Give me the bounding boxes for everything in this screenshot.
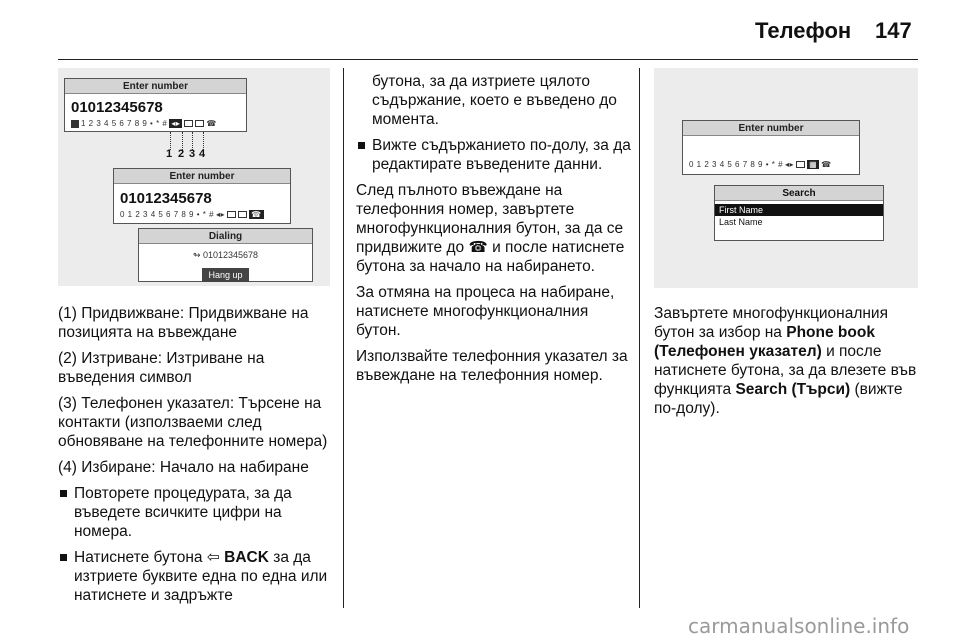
callout-2: 2 xyxy=(178,148,185,160)
screen-title: Enter number xyxy=(65,79,246,94)
bullet-edit: Вижте съдържанието по-долу, за да редактирате въведените данни. xyxy=(356,136,632,174)
delete-icon xyxy=(227,211,236,218)
dial-text-post: и после натиснете бутона за начало на набирането. xyxy=(356,239,625,275)
entered-number: 01012345678 xyxy=(120,190,212,207)
search-text-e: (вижте по-долу). xyxy=(654,381,903,417)
search-text-c: и после натиснете бутона, за да влезете във функцията xyxy=(654,343,917,398)
move-icon: ◂▸ xyxy=(785,160,795,169)
delete-icon xyxy=(796,161,805,168)
digits-label: 0 1 2 3 4 5 6 7 8 9 • * # xyxy=(689,160,784,169)
move-icon: ◂▸ xyxy=(216,210,226,219)
callout-1: 1 xyxy=(166,148,173,160)
column-1-text xyxy=(58,304,334,612)
phonebook-icon xyxy=(238,211,247,218)
digits-label: 1 2 3 4 5 6 7 8 9 • * # xyxy=(81,119,168,128)
search-option-first-name[interactable]: First Name xyxy=(715,204,883,216)
paragraph-phonebook: Използвайте телефонния указател за въвеждане на телефонния номер. xyxy=(356,348,628,384)
callout-4: 4 xyxy=(199,148,206,160)
page-header xyxy=(0,0,960,60)
callout-3: 3 xyxy=(189,148,196,160)
digit-row xyxy=(65,119,246,128)
dial-text-pre: След пълното въвеждане на телефонния номер, завъртете многофункционалния бутон, за да се придвижите до xyxy=(356,182,624,256)
phonebook-icon: ▦ xyxy=(809,160,818,169)
figure-search xyxy=(654,68,918,288)
move-icon: ◂▸ xyxy=(171,119,181,128)
dial-icon: ☎ xyxy=(821,160,832,169)
bullet-continued: бутона, за да изтриете цялото съдържание, което е въведено до момента. xyxy=(372,73,617,128)
dial-icon: ☎ xyxy=(206,119,217,128)
bullet-back xyxy=(58,548,334,605)
column-2-text xyxy=(356,72,632,392)
legend-2: (2) Изтриване: Изтриване на въведения символ xyxy=(58,350,265,386)
figure-enter-number xyxy=(58,68,330,286)
watermark: carmanualsonline.info xyxy=(688,614,910,638)
paragraph-search xyxy=(654,304,922,418)
column-divider-1 xyxy=(343,68,344,608)
paragraph-cancel: За отмяна на процеса на набиране, натиснете многофункционалния бутон. xyxy=(356,284,615,339)
screen-title: Enter number xyxy=(114,169,290,184)
screen-title: Enter number xyxy=(683,121,859,136)
column-3-text xyxy=(654,304,922,425)
legend-3: (3) Телефонен указател: Търсене на контакти (използваеми след обновяване на телефонните номера) xyxy=(58,395,328,450)
screen-dialing xyxy=(138,228,313,282)
legend-4: (4) Избиране: Начало на набиране xyxy=(58,459,309,476)
search-text-a: Завъртете многофункционалния бутон за избор на xyxy=(654,305,888,341)
screen-title: Dialing xyxy=(139,229,312,244)
search-option-last-name[interactable]: Last Name xyxy=(719,217,763,227)
digit-row xyxy=(114,210,290,219)
dialing-number-row xyxy=(139,250,312,261)
hang-up-button[interactable]: Hang up xyxy=(202,268,248,282)
phonebook-icon xyxy=(195,120,204,127)
search-title: Search xyxy=(715,186,883,201)
back-text-post: за да изтриете буквите една по една или натиснете и задръжте xyxy=(74,549,328,604)
search-menu xyxy=(714,185,884,241)
screen-enter-number-b xyxy=(113,168,291,224)
dialing-number: 01012345678 xyxy=(202,250,259,260)
digits-label: 0 1 2 3 4 5 6 7 8 9 • * # xyxy=(120,210,215,219)
header-rule xyxy=(58,59,918,60)
paragraph-dial xyxy=(356,181,632,276)
screen-enter-number-a xyxy=(64,78,247,132)
search-label: Search (Търси) xyxy=(735,381,851,398)
back-arrow-icon: ⇦ xyxy=(206,549,220,566)
phone-icon: ☎ xyxy=(468,239,488,256)
screen-enter-number-c xyxy=(682,120,860,175)
entered-number: 01012345678 xyxy=(71,99,163,116)
back-text-pre: Натиснете бутона xyxy=(74,549,203,566)
page-title: Телефон xyxy=(755,18,852,43)
phonebook-label: Phone book (Телефонен указател) xyxy=(654,324,875,360)
legend-1: (1) Придвижване: Придвижване на позицията на въвеждане xyxy=(58,305,309,341)
delete-icon xyxy=(184,120,193,127)
dial-icon: ☎ xyxy=(251,210,262,219)
digit-row xyxy=(683,160,859,169)
cursor-icon xyxy=(71,120,79,128)
phone-icon: ↬ xyxy=(192,250,203,260)
bullet-repeat: Повторете процедурата, за да въведете всичките цифри на номера. xyxy=(58,484,334,541)
column-divider-2 xyxy=(639,68,640,608)
back-label: BACK xyxy=(224,549,269,566)
page-number: 147 xyxy=(875,18,912,43)
